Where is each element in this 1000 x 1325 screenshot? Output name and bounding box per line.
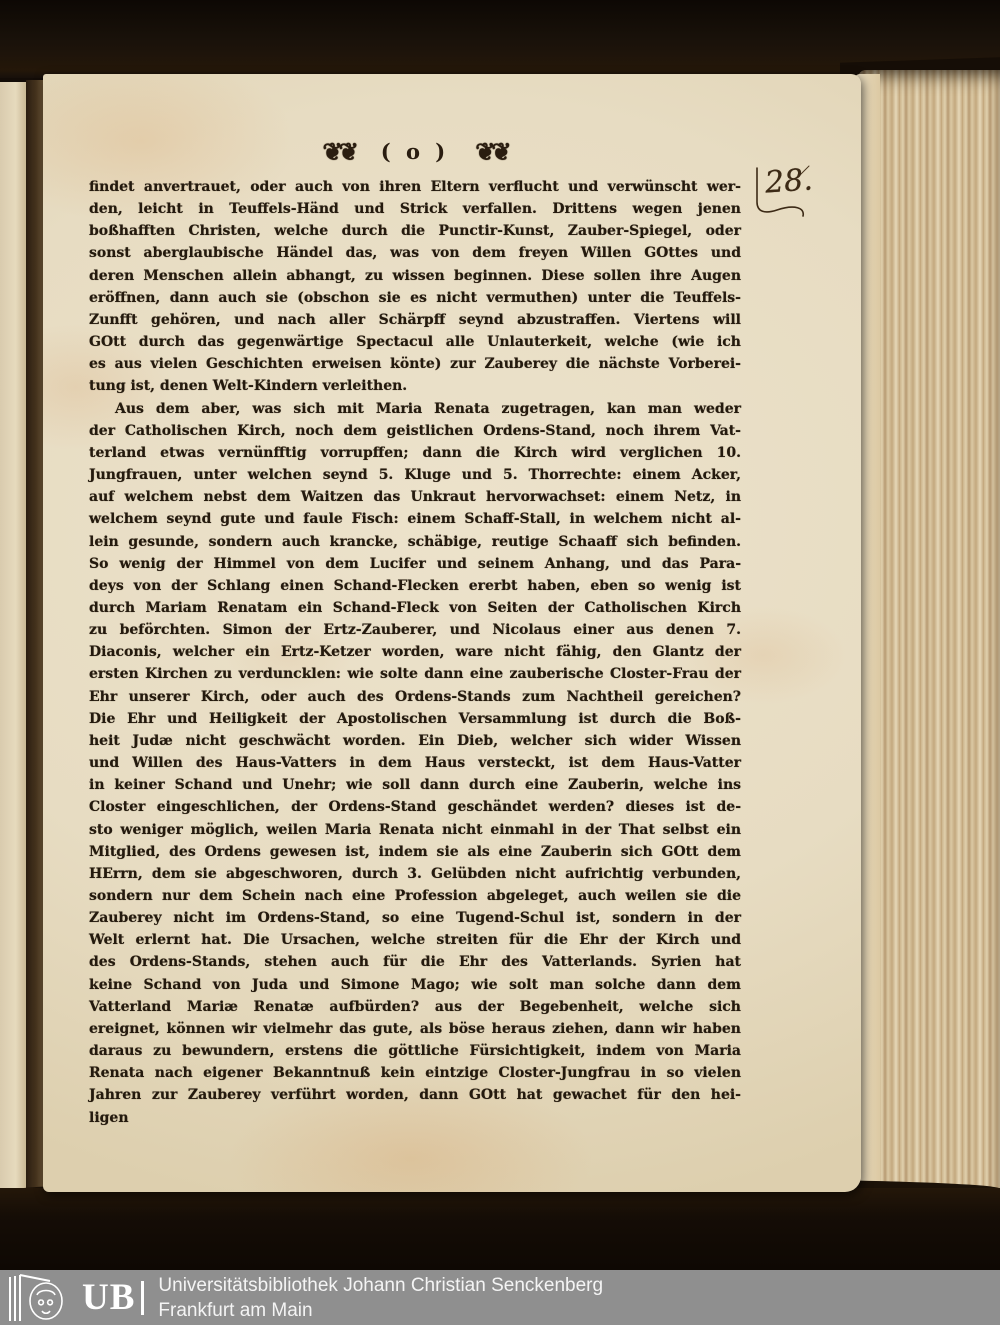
text-line: Aus dem aber, was sich mit Maria Renata zugetragen, kan man weder (115, 400, 741, 417)
ub-logo-text: UB (82, 1277, 136, 1318)
text-line: deys von der Schlang einen Schand-Flecken ererbt haben, eben so wenig ist (89, 577, 741, 594)
text-line: es aus vielen Geschichten erweisen könte) zur Zauberey die nächste Vorberei- (89, 356, 741, 373)
text-line: welchem seynd gute und faule Fisch: einem Schaff-Stall, in welchem nicht al- (89, 511, 741, 528)
text-line: Welt erlernt hat. Die Ursachen, welche streiten für die Ehr der Kirch und (89, 932, 741, 949)
text-line: daraus zu bewundern, erstens die göttliche Fürsichtigkeit, indem von Maria (89, 1043, 741, 1060)
page-content (89, 134, 741, 1129)
text-line: zu beförchten. Simon der Ertz-Zauberer, und Nicolaus einer aus denen 7. (89, 622, 741, 639)
text-line: Ehr unserer Kirch, oder auch des Ordens-Stands zum Nachtheil gereichen? (89, 688, 741, 705)
text-line: Zunfft gehören, und nach aller Schärpff seynd abzustraffen. Viertens will (89, 311, 741, 328)
text-line: eröffnen, dann auch sie (obschon sie es nicht vermuthen) unter die Teuffels- (89, 289, 741, 306)
text-line: Die Ehr und Heiligkeit der Apostolischen Versammlung ist durch die Boß- (89, 710, 741, 727)
text-line: findet anvertrauet, oder auch von ihren Eltern verflucht und verwünscht wer- (89, 179, 741, 195)
text-line: Closter eingeschlichen, der Ordens-Stand geschändet werden? dieses ist de- (89, 799, 741, 816)
underlying-page-edge (0, 82, 26, 1190)
text-line: sto weniger möglich, weilen Maria Renata nicht einmahl in der That selbst ein (89, 821, 741, 838)
text-line: terland etwas vernünfftig vorrupffen; dann die Kirch wird verglichen 10. (89, 444, 741, 461)
fleuron-right-icon: ❦❦ (475, 136, 508, 166)
text-line: und Willen des Haus-Vatters in dem Haus versteckt, ist dem Haus-Vatter (89, 755, 741, 772)
text-line: in keiner Schand und Unehr; wie soll dann durch eine Zauberin, welche ins (89, 777, 741, 794)
logo-separator (141, 1281, 144, 1315)
text-line: So wenig der Himmel von dem Lucifer und seinem Anhang, und das Para- (89, 555, 741, 572)
text-line: Zauberey nicht im Ordens-Stand, so eine Tugend-Schul ist, sondern in der (89, 910, 741, 927)
text-line: Jungfrauen, unter welchen seynd 5. Kluge und 5. Thorrechte: einem Acker, (89, 467, 741, 484)
text-line: des Ordens-Stands, stehen auch für die Ehr des Vatterlands. Syrien hat (89, 954, 741, 971)
text-line: sondern nur dem Schein nach eine Profession abgeleget, auch weilen sie die (89, 888, 741, 904)
text-line: sonst aberglaubische Händel das, was von dem freyen Willen GOttes und (89, 245, 741, 262)
scanned-book-page (43, 74, 861, 1192)
text-line: GOtt durch das gegenwärtige Spectacul alle Unlauterkeit, welche (wie ich (89, 334, 741, 351)
book-cover-bottom (0, 1188, 1000, 1270)
text-line: durch Mariam Renatam ein Schand-Fleck von Seiten der Catholischen Kirch (89, 599, 741, 616)
text-line: keine Schand von Juda und Simone Mago; wie solt man solche dann dem (89, 976, 741, 993)
header-signature-mark: ( o ) (380, 138, 450, 164)
text-line: lein gesunde, sondern auch krancke, schäbige, reutige Schaaff sich befinden. (89, 533, 741, 550)
library-name-line2: Frankfurt am Main (158, 1299, 313, 1321)
text-line: deren Menschen allein abhangt, zu wissen beginnen. Diese sollen ihre Augen (89, 267, 741, 284)
text-line: HErrn, dem sie abgeschworen, durch 3. Gelübden nicht aufrichtig verbunden, (89, 865, 741, 882)
catchword: ligen (89, 1109, 129, 1126)
library-footer-bar (0, 1270, 1000, 1325)
header-ornament-row (89, 134, 741, 168)
library-name-line1: Universitätsbibliothek Johann Christian Senckenberg (158, 1274, 604, 1296)
text-line: den, leicht in Teuffels-Händ und Strick verfallen. Drittens wegen jenen (89, 201, 741, 218)
text-line: Renata nach eigener Bekanntnuß kein eintzige Closter-Jungfrau in so vielen (89, 1065, 741, 1082)
book-gutter-shadow (26, 80, 43, 1192)
handwritten-folio-number (743, 158, 833, 228)
text-line: ereignet, können wir vielmehr das gute, als böse heraus ziehen, dann wir haben (89, 1020, 741, 1037)
library-logo-icon (6, 1273, 80, 1323)
text-line: ersten Kirchen zu verduncklen: wie solte dann eine zauberische Closter-Frau der (89, 666, 741, 683)
text-line: auf welchem nebst dem Waitzen das Unkraut hervorwachset: einem Netz, in (89, 489, 741, 506)
text-line: Vatterland Mariæ Renatæ aufbürden? aus der Begebenheit, welche sich (89, 998, 741, 1015)
text-line: boßhafften Christen, welche durch die Punctir-Kunst, Zauber-Spiegel, oder (89, 223, 741, 240)
ub-logo (6, 1270, 158, 1325)
footer-inner (0, 1270, 1000, 1325)
text-line: Jahren zur Zauberey verführt worden, dann GOtt hat gewachet für den hei- (89, 1087, 741, 1104)
fleuron-left-icon: ❦❦ (322, 136, 355, 166)
folio-number-text: 28. (763, 162, 814, 201)
fraktur-text-block (89, 176, 741, 1129)
paragraph-1 (89, 176, 741, 398)
paragraph-2 (89, 398, 741, 1107)
text-line: heit Judæ nicht geschwächt worden. Ein Dieb, welcher sich wider Wissen (89, 732, 741, 749)
text-line: Mitglied, des Ordens gewesen ist, indem sie als eine Zauberin sich GOtt dem (89, 843, 741, 860)
text-line: der Catholischen Kirch, noch dem geistlichen Ordens-Stand, noch ihrem Vat- (89, 422, 741, 439)
library-name (158, 1273, 603, 1323)
text-line: Diaconis, welcher ein Ertz-Ketzer worden, ware nicht fähig, den Glantz der (89, 644, 741, 661)
text-line: tung ist, denen Welt-Kindern verleithen. (89, 378, 408, 395)
